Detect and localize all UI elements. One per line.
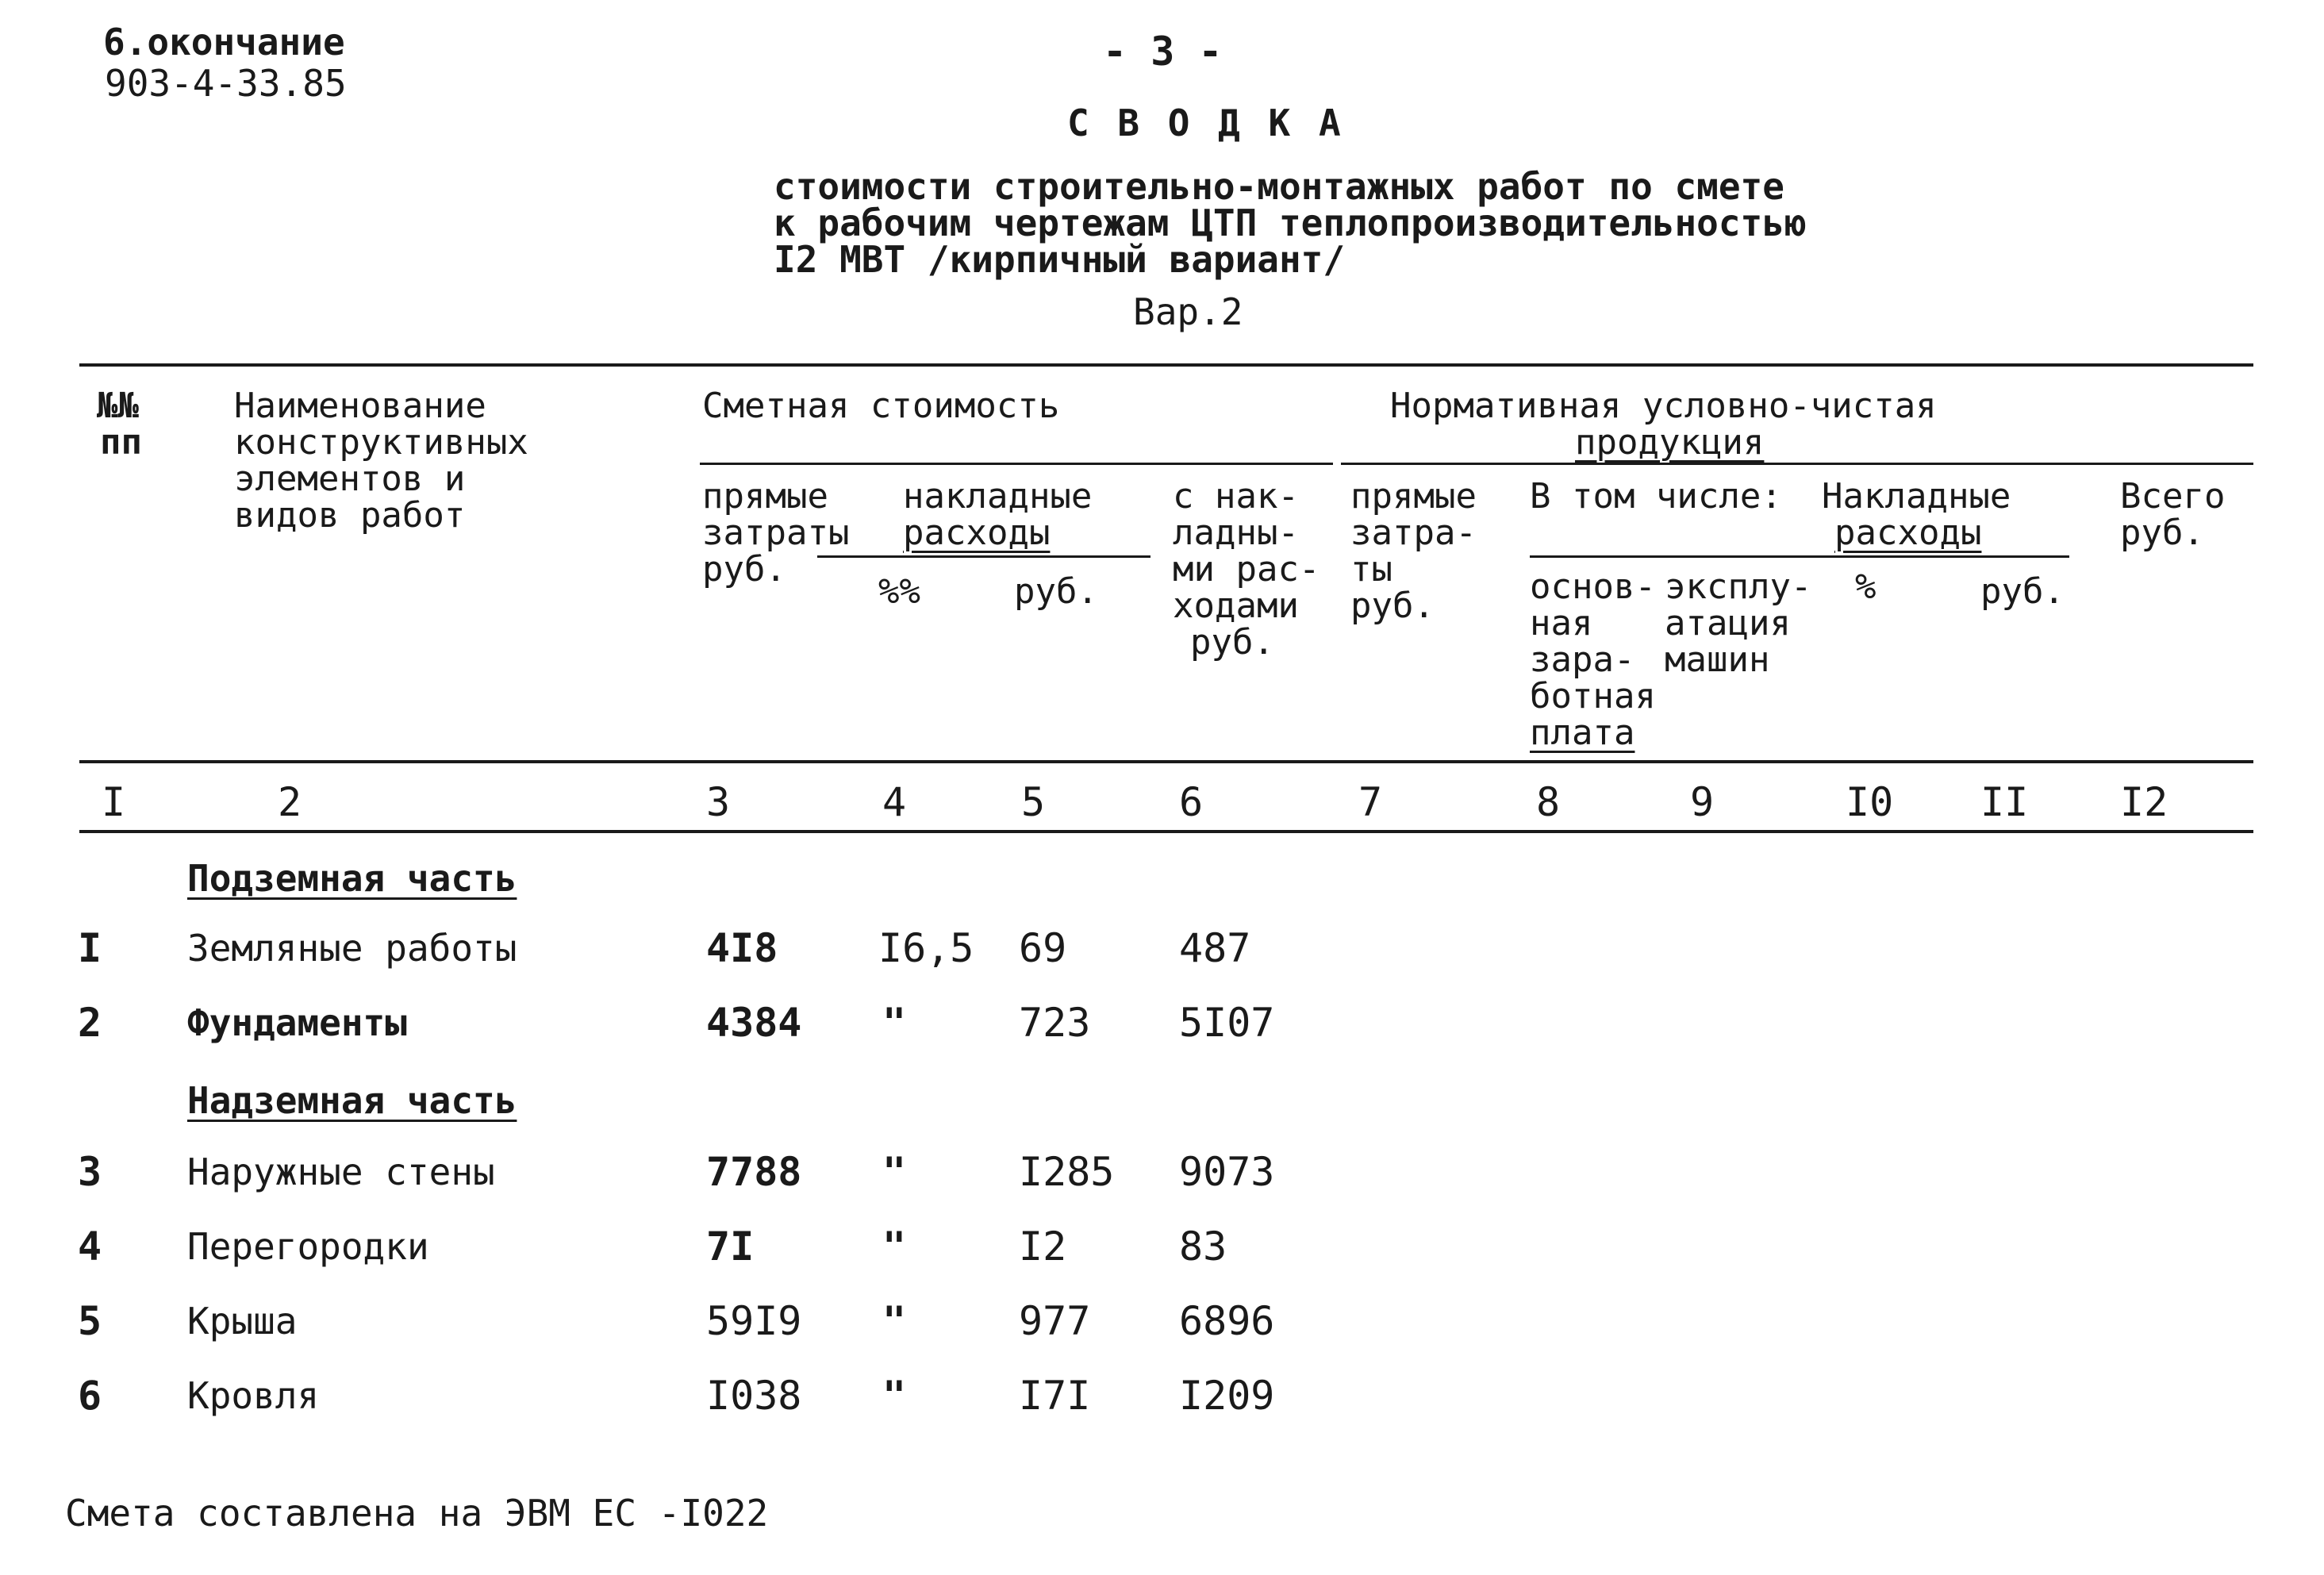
column-number-6: 6 — [1179, 779, 1204, 825]
header-norm-overhead-rub: руб. — [1980, 571, 2065, 612]
column-number-5: 5 — [1021, 779, 1046, 825]
row-4-direct: 7I — [706, 1224, 755, 1270]
including-rule — [1530, 555, 1823, 558]
header-with-overhead-2: ладны- — [1173, 513, 1299, 553]
header-norm-direct-1: прямые — [1350, 476, 1477, 517]
header-with-overhead-5: руб. — [1190, 622, 1274, 663]
row-3-pct: " — [882, 1149, 907, 1195]
header-norm-direct-2: затра- — [1350, 513, 1477, 553]
header-with-overhead-1: с нак- — [1173, 476, 1299, 517]
row-6-pct: " — [882, 1373, 907, 1419]
header-norm-overhead-1: Накладные — [1822, 476, 2011, 517]
header-norm-overhead-2: расходы — [1834, 513, 1982, 553]
row-3-name: Наружные стены — [187, 1151, 495, 1193]
row-3-num: 3 — [78, 1149, 102, 1195]
header-direct-1: прямые — [702, 476, 828, 517]
header-direct-3: руб. — [702, 549, 786, 590]
header-with-overhead-3: ми рас- — [1173, 549, 1320, 590]
header-bottom-rule — [79, 760, 2253, 763]
row-6-with-overhead: I209 — [1179, 1373, 1275, 1419]
row-6-direct: I038 — [706, 1373, 802, 1419]
header-wages-2: ная — [1530, 603, 1593, 643]
header-norm-direct-4: руб. — [1350, 586, 1435, 626]
column-number-9: 9 — [1690, 779, 1715, 825]
header-wages-3: зара- — [1530, 640, 1635, 680]
header-including: В том числе: — [1530, 476, 1782, 517]
row-6-rub: I7I — [1019, 1373, 1091, 1419]
column-number-10: I0 — [1846, 779, 1894, 825]
page-number: - 3 - — [1103, 29, 1223, 75]
subtitle-line-3: I2 МВТ /кирпичный вариант/ — [774, 238, 1346, 281]
row-2-name: Фундаменты — [187, 1001, 407, 1044]
document-title: С В О Д К А — [1067, 102, 1344, 144]
row-6-name: Кровля — [187, 1374, 320, 1417]
header-name-1: Наименование — [234, 386, 486, 426]
header-overhead-1: накладные — [903, 476, 1093, 517]
column-number-11: II — [1980, 779, 2029, 825]
row-3-with-overhead: 9073 — [1179, 1149, 1275, 1195]
row-4-pct: " — [882, 1224, 907, 1270]
row-4-rub: I2 — [1019, 1224, 1067, 1270]
header-overhead-pct: %% — [878, 571, 920, 612]
column-number-1: I — [102, 779, 126, 825]
row-2-direct: 4384 — [706, 1000, 802, 1046]
header-overhead-rub: руб. — [1014, 571, 1098, 612]
sheet-note: 6.окончание — [103, 21, 345, 63]
header-norm-overhead-pct: % — [1855, 567, 1876, 607]
row-1-direct: 4I8 — [706, 925, 778, 971]
row-4-with-overhead: 83 — [1179, 1224, 1227, 1270]
header-total-2: руб. — [2120, 513, 2204, 553]
header-norm-direct-3: ты — [1350, 549, 1392, 590]
estimated-cost-rule — [700, 463, 1333, 465]
row-2-rub: 723 — [1019, 1000, 1091, 1046]
subtitle-line-1: стоимости строительно-монтажных работ по смете — [774, 165, 1784, 208]
row-4-num: 4 — [78, 1224, 102, 1270]
row-1-rub: 69 — [1019, 925, 1067, 971]
subtitle-line-2: к рабочим чертежам ЦТП теплопроизводительностью — [774, 202, 1807, 244]
header-machines-2: атация — [1665, 603, 1791, 643]
row-2-num: 2 — [78, 1000, 102, 1046]
footer-note: Смета составлена на ЭВМ ЕС -I022 — [65, 1492, 769, 1535]
row-6-num: 6 — [78, 1373, 102, 1419]
overhead-rule — [817, 555, 1150, 558]
row-5-num: 5 — [78, 1298, 102, 1344]
column-numbers-rule — [79, 830, 2253, 833]
header-name-3: элементов и — [234, 459, 466, 499]
row-4-name: Перегородки — [187, 1225, 429, 1268]
row-2-pct: " — [882, 1000, 907, 1046]
header-wages-4: ботная — [1530, 676, 1656, 716]
row-3-direct: 7788 — [706, 1149, 802, 1195]
column-number-8: 8 — [1536, 779, 1561, 825]
norm-overhead-rule — [1822, 555, 2069, 558]
row-5-direct: 59I9 — [706, 1298, 802, 1344]
row-5-pct: " — [882, 1298, 907, 1344]
row-1-name: Земляные работы — [187, 927, 517, 970]
normative-rule — [1341, 463, 2253, 465]
header-num-1: №№ — [97, 386, 139, 426]
row-5-with-overhead: 6896 — [1179, 1298, 1275, 1344]
column-number-4: 4 — [882, 779, 907, 825]
header-overhead-2: расходы — [903, 513, 1051, 553]
header-num-2: пп — [100, 422, 142, 463]
header-estimated-cost: Сметная стоимость — [702, 386, 1060, 426]
section-aboveground: Надземная часть — [187, 1079, 517, 1122]
column-number-7: 7 — [1358, 779, 1383, 825]
header-normative-1: Нормативная условно-чистая — [1390, 386, 1937, 426]
row-5-name: Крыша — [187, 1300, 298, 1343]
column-number-2: 2 — [278, 779, 302, 825]
column-number-3: 3 — [706, 779, 731, 825]
header-wages-5: плата — [1530, 713, 1635, 753]
row-1-pct: I6,5 — [878, 925, 974, 971]
table-top-rule — [79, 363, 2253, 367]
row-2-with-overhead: 5I07 — [1179, 1000, 1275, 1046]
row-1-num: I — [78, 925, 102, 971]
header-machines-3: машин — [1665, 640, 1770, 680]
row-5-rub: 977 — [1019, 1298, 1091, 1344]
header-direct-2: затраты — [702, 513, 850, 553]
header-name-4: видов работ — [234, 495, 466, 536]
document-code: 903-4-33.85 — [105, 62, 347, 105]
header-name-2: конструктивных — [234, 422, 528, 463]
header-total-1: Всего — [2120, 476, 2226, 517]
section-underground: Подземная часть — [187, 857, 517, 900]
header-normative-2: продукция — [1575, 422, 1765, 463]
variant-label: Вар.2 — [1133, 290, 1243, 333]
column-number-12: I2 — [2120, 779, 2168, 825]
row-3-rub: I285 — [1019, 1149, 1115, 1195]
header-wages-1: основ- — [1530, 567, 1656, 607]
header-with-overhead-4: ходами — [1173, 586, 1299, 626]
header-machines-1: эксплу- — [1665, 567, 1812, 607]
row-1-with-overhead: 487 — [1179, 925, 1251, 971]
